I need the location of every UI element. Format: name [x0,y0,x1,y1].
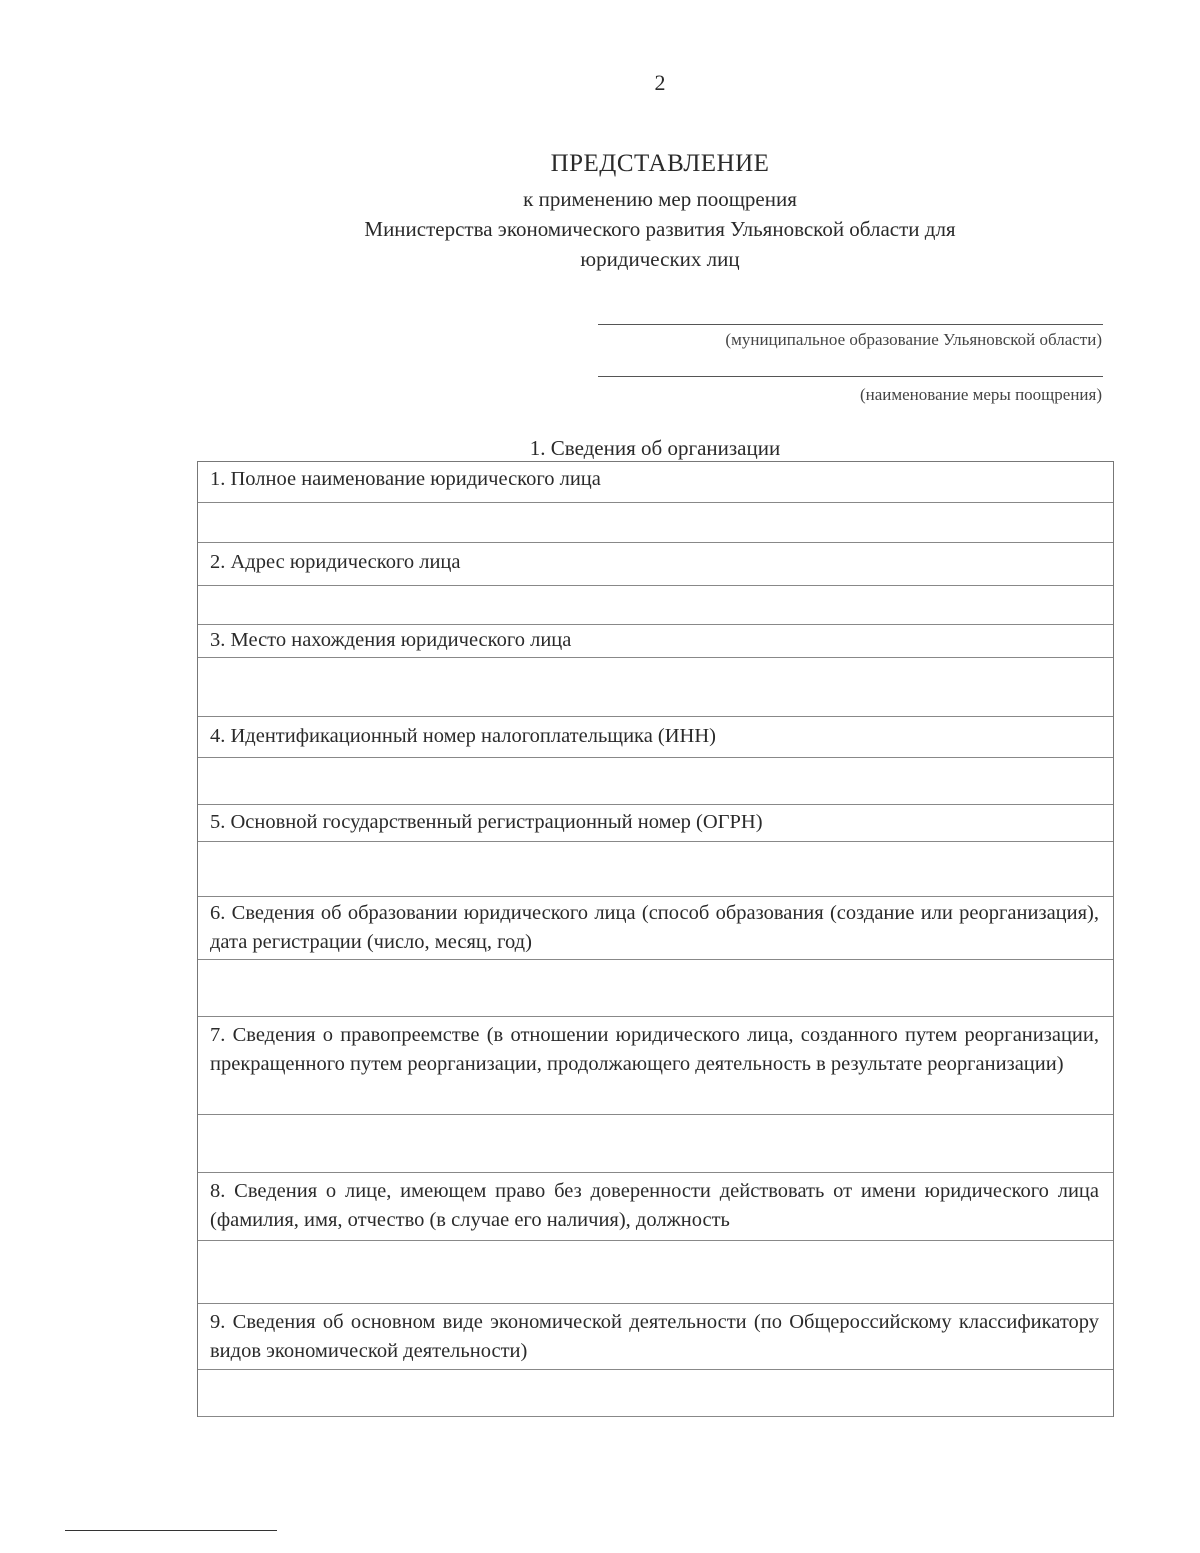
field-input-5[interactable] [198,842,1113,897]
field-input-2[interactable] [198,586,1113,625]
field-label-3-text: 3. Место нахождения юридического лица [210,629,572,651]
field-input-1[interactable] [198,503,1113,543]
field-label-8-text: 8. Сведения о лице, имеющем право без доверенности действовать от имени юридического лица (фамилия, имя, отчество (в случае его наличия), должность [210,1180,1099,1231]
field-label-1 [198,461,1113,503]
field-label-4 [198,717,1113,758]
section-title: 1. Сведения об организации [529,436,781,460]
field-label-3 [198,625,1113,658]
document-subtitle-line-1: к применению мер поощрения [523,187,797,211]
field-label-6 [198,897,1113,960]
footnote-separator [65,1530,277,1531]
field-input-9[interactable] [198,1370,1113,1417]
field-label-8 [198,1173,1113,1241]
page-number: 2 [654,70,666,95]
field-input-6[interactable] [198,960,1113,1017]
municipality-caption: (муниципальное образование Ульяновской области) [725,330,1102,349]
field-label-5 [198,805,1113,842]
field-label-6-text: 6. Сведения об образовании юридического лица (способ образования (создание или реорганизация), дата регистрации (число, месяц, год) [210,902,1099,953]
document-subtitle-line-2: Министерства экономического развития Ульяновской области для [364,217,956,241]
field-input-4[interactable] [198,758,1113,805]
field-input-8[interactable] [198,1241,1113,1304]
field-label-2 [198,543,1113,586]
field-label-9-text: 9. Сведения об основном виде экономической деятельности (по Общероссийскому классификатору видов экономической деятельности) [210,1311,1099,1362]
award-measure-fill-line[interactable] [598,376,1103,377]
field-label-4-text: 4. Идентификационный номер налогоплательщика (ИНН) [210,725,716,747]
field-label-1-text: 1. Полное наименование юридического лица [210,468,601,490]
organization-info-table [197,461,1114,1417]
field-input-7[interactable] [198,1115,1113,1173]
field-label-9 [198,1304,1113,1370]
field-input-3[interactable] [198,658,1113,717]
field-label-2-text: 2. Адрес юридического лица [210,551,461,573]
document-title: ПРЕДСТАВЛЕНИЕ [550,150,770,177]
award-measure-caption: (наименование меры поощрения) [859,385,1102,404]
municipality-fill-line[interactable] [598,324,1103,325]
document-subtitle-line-3: юридических лиц [580,247,740,271]
field-label-7 [198,1017,1113,1115]
field-label-7-text: 7. Сведения о правопреемстве (в отношении юридического лица, созданного путем реорганизации, прекращенного путем реорганизации, продолжающего деятельность в результате реорганизации) [210,1024,1099,1075]
field-label-5-text: 5. Основной государственный регистрационный номер (ОГРН) [210,811,763,833]
